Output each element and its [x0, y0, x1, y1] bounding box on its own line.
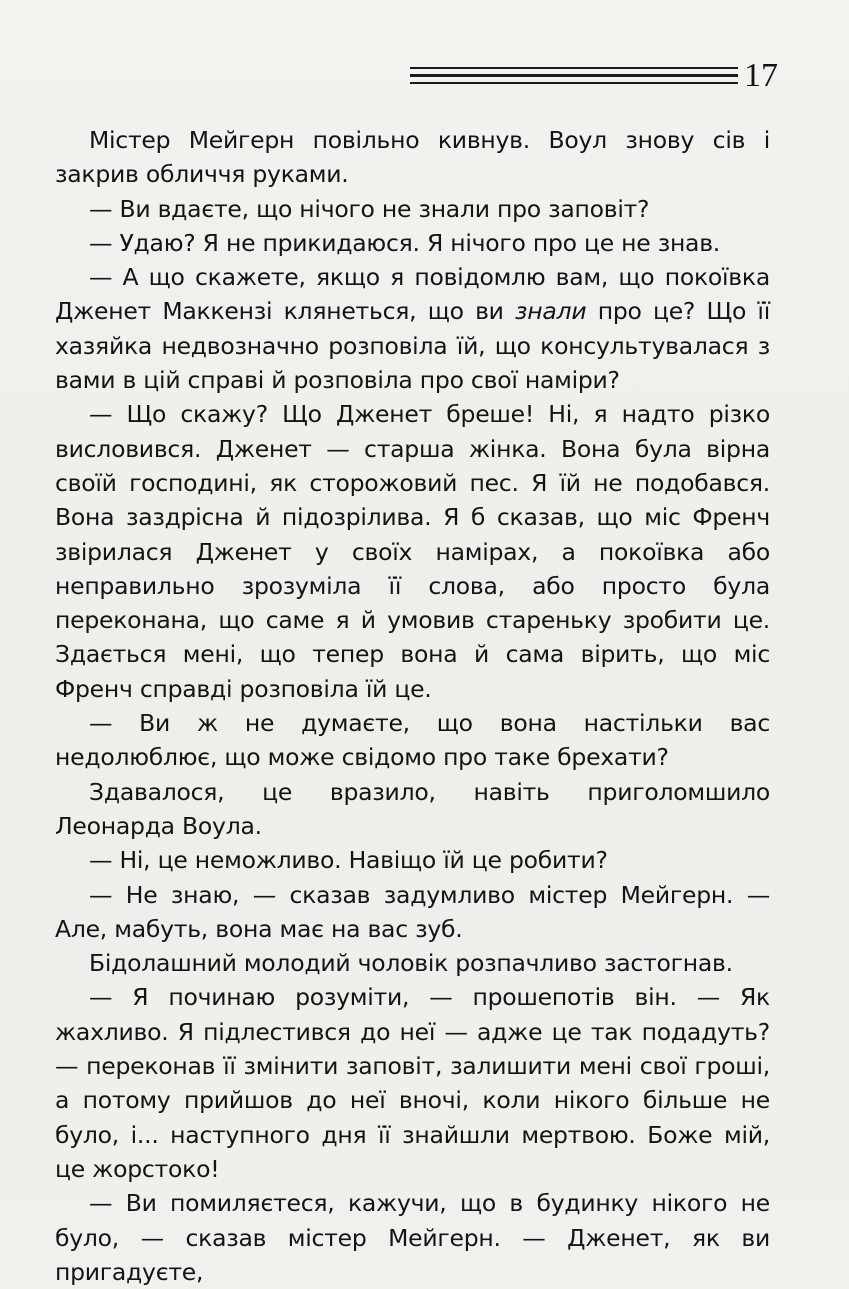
- paragraph: [55, 706, 770, 775]
- text-run: — Ви помиляєтеся, кажучи, що в будинку нікого не було, — сказав містер Мейгерн. — Дженет, як ви пригадуєте,: [55, 1189, 770, 1286]
- paragraph: [55, 843, 770, 877]
- paragraph: [55, 192, 770, 226]
- text-run: — Ні, це неможливо. Навіщо їй це робити?: [89, 846, 608, 875]
- text-run: — Не знаю, — сказав задумливо містер Мейгерн. — Але, мабуть, вона має на вас зуб.: [55, 880, 770, 943]
- text-run: Містер Мейгерн повільно кивнув. Воул знову сів і закрив обличчя руками.: [55, 126, 770, 189]
- running-header: [410, 58, 790, 94]
- paragraph: [55, 123, 770, 192]
- page-number: 17: [744, 57, 778, 94]
- text-run: — Ви вдаєте, що нічого не знали про заповіт?: [89, 194, 650, 223]
- paragraph: [55, 980, 770, 1186]
- paragraph: [55, 946, 770, 980]
- text-run: — Що скажу? Що Дженет бреше! Ні, я надто різко висловився. Дженет — старша жінка. Вона була вірна своїй господині, як сторожовий пес. Я їй не подобався. Вона заздрісна й підозрілива. Я б сказав, що міс Френч звірилася Дженет у своїх намірах, а покоївка або неправильно зрозуміла її слова, або просто була переконана, що саме я й умовив стареньку зробити це. Здається мені, що тепер вона й сама вірить, що міс Френч справді розповіла їй це.: [55, 400, 770, 703]
- text-run: про це? Що її хазяйка недвозначно розповіла їй, що консультувалася з вами в цій справі й розповіла про свої наміри?: [55, 297, 770, 395]
- italic-text: знали: [515, 297, 587, 326]
- paragraph: [55, 397, 770, 706]
- header-rule: [410, 74, 738, 77]
- text-run: Здавалося, це вразило, навіть приголомшило Леонарда Воула.: [55, 777, 770, 840]
- header-rule: [410, 82, 738, 84]
- paragraph: [55, 260, 770, 397]
- text-run: — Удаю? Я не прикидаюся. Я нічого про це не знав.: [89, 228, 721, 257]
- text-run: — Я починаю розуміти, — прошепотів він. — Як жахливо. Я підлестився до неї — адже це так подадуть? — переконав її змінити заповіт, залишити мені свої гроші, а потому прийшов до неї вночі, коли нікого більше не було, і... наступного дня її знайшли мертвою. Боже мій, це жорстоко!: [55, 983, 770, 1183]
- header-rule: [410, 67, 738, 69]
- text-run: Бідолашний молодий чоловік розпачливо застогнав.: [89, 949, 733, 978]
- body-text: [55, 123, 770, 1289]
- text-run: — А що скажете, якщо я повідомлю вам, що покоївка Дженет Маккензі клянеться, що ви: [55, 263, 770, 326]
- text-run: — Ви ж не думаєте, що вона настільки вас недолюблює, що може свідомо про таке брехати?: [55, 709, 770, 772]
- paragraph: [55, 226, 770, 260]
- paragraph: [55, 775, 770, 844]
- paragraph: [55, 878, 770, 947]
- paragraph: [55, 1186, 770, 1289]
